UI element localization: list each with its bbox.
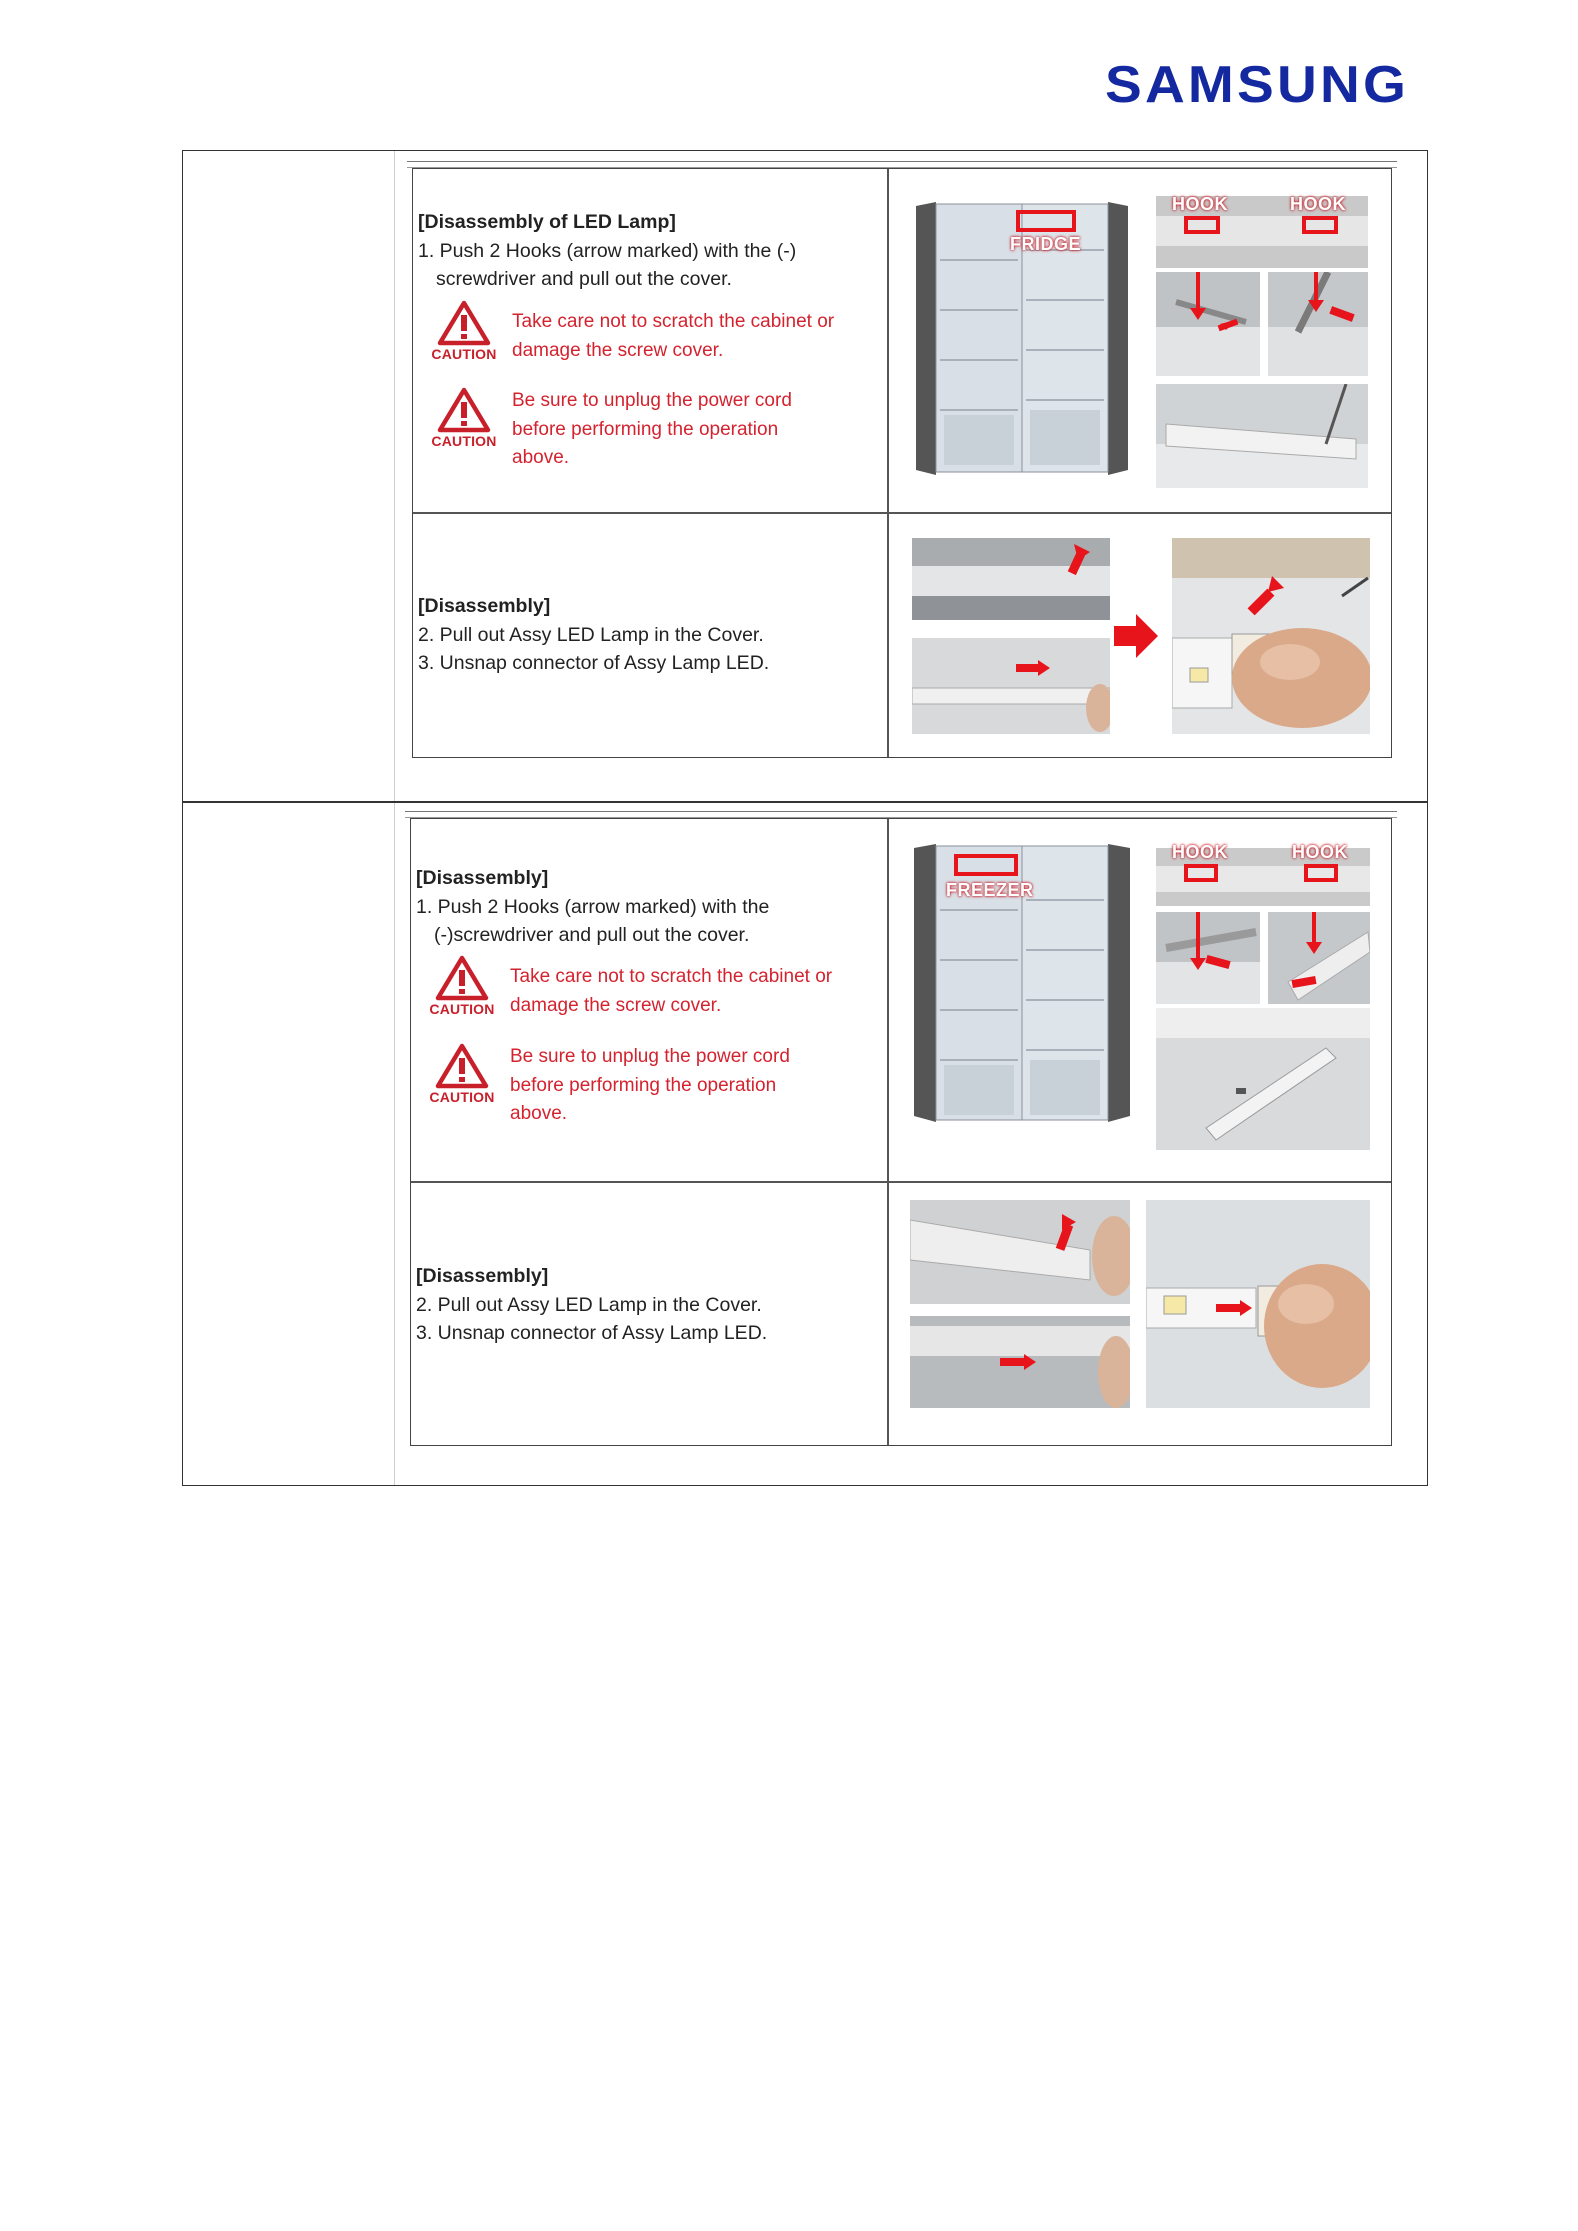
section-1-step-1: 1. Push 2 Hooks (arrow marked) with the (-) [418,239,797,262]
caution-text: above. [512,447,570,468]
caution-label: CAUTION [429,1089,495,1105]
section-2-caution-2 [426,1043,790,1129]
caution-text: Be sure to unplug the power cord [512,390,792,411]
section-2-caution-1 [426,955,832,1020]
freezer-hook-closeup-right-photo [1268,912,1370,1004]
freezer-label: FREEZER [946,880,1034,900]
section-1-step-1-cont: screwdriver and pull out the cover. [436,268,732,290]
caution-text: above. [510,1103,568,1124]
samsung-logo [1103,56,1413,110]
section-1-row-2-heading: [Disassembly] [418,595,551,617]
hook-closeup-left-photo [1156,272,1260,376]
freezer-lamp-pull-out-photo-2 [910,1316,1130,1408]
caution-warning-icon [435,1043,489,1089]
freezer-connector-unsnap-photo [1146,1200,1370,1408]
section-1-heading: [Disassembly of LED Lamp] [418,211,676,233]
hook-closeup-right-photo [1268,272,1368,376]
caution-label: CAUTION [431,433,497,449]
logo-wordmark: SAMSUNG [1105,56,1409,110]
freezer-hook-closeup-left-photo [1156,912,1260,1004]
section-2-step-1: 1. Push 2 Hooks (arrow marked) with the [416,895,770,918]
section-2-heading: [Disassembly] [416,867,549,889]
freezer-cover-removed-photo [1156,1008,1370,1150]
hook-label-right: HOOK [1290,194,1346,214]
section-1-row-1-text [418,208,878,294]
section-2-step-2: 2. Pull out Assy LED Lamp in the Cover. [416,1293,762,1316]
section-1-step-2: 2. Pull out Assy LED Lamp in the Cover. [418,623,764,646]
caution-warning-icon [437,300,491,346]
section-1-caution-2 [428,387,792,473]
section-1-step-3: 3. Unsnap connector of Assy Lamp LED. [418,652,770,674]
section-2-step-1-cont: (-)screwdriver and pull out the cover. [434,924,750,946]
section-2-row-2-heading: [Disassembly] [416,1265,549,1287]
section-2-row-2-text [416,1262,876,1348]
caution-text: damage the screw cover. [510,994,722,1016]
caution-label: CAUTION [429,1001,495,1017]
freezer-lamp-pull-out-photo-1 [910,1200,1130,1304]
caution-text: before performing the operation [512,418,779,440]
caution-text: damage the screw cover. [512,339,724,361]
freezer-hook-label-right: HOOK [1292,842,1348,862]
caution-text: Take care not to scratch the cabinet or [512,311,835,332]
caution-warning-icon [435,955,489,1001]
caution-warning-icon [437,387,491,433]
freezer-hook-label-left: HOOK [1172,842,1228,862]
caution-label: CAUTION [431,346,497,362]
transition-arrow [1112,612,1160,660]
lamp-pull-out-photo-1 [912,538,1110,620]
caution-text: before performing the operation [510,1074,777,1096]
connector-unsnap-photo [1172,538,1370,734]
section-1-row-2-text [418,592,878,678]
section-1-caution-1 [428,300,834,365]
fridge-label: FRIDGE [1010,234,1082,254]
cover-removed-photo [1156,384,1368,488]
section-2-row-1-text [416,864,876,950]
lamp-pull-out-photo-2 [912,638,1110,734]
caution-text: Take care not to scratch the cabinet or [510,966,833,987]
section-2-step-3: 3. Unsnap connector of Assy Lamp LED. [416,1322,768,1344]
caution-text: Be sure to unplug the power cord [510,1046,790,1067]
hook-label-left: HOOK [1172,194,1228,214]
